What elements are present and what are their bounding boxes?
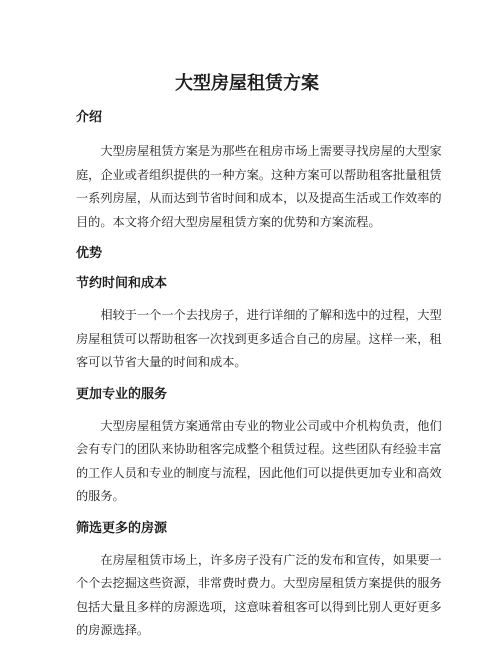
text-line: 客可以节省大量的时间和成本。: [76, 355, 247, 369]
paragraph-more-listings: [76, 549, 442, 643]
section-heading-save-time: 节约时间和成本: [76, 276, 168, 291]
text-line: 大型房屋租赁方案是为那些在租房市场上需要寻找房屋的大型家: [100, 144, 442, 158]
document-title: 大型房屋租赁方案: [175, 73, 319, 94]
text-line: 个个去挖掘这些资源，非常费时费力。大型房屋租赁方案提供的服务: [76, 576, 442, 590]
section-heading-advantages: 优势: [76, 246, 103, 261]
text-line: 庭，企业或者组织提供的一种方案。这种方案可以帮助租客批量租赁: [76, 167, 442, 182]
text-line: 目的。本文将介绍大型房屋租赁方案的优势和方案流程。: [76, 214, 381, 229]
text-line: 在房屋租赁市场上，许多房子没有广泛的发布和宣传，如果要一: [100, 552, 442, 567]
section-heading-intro: 介绍: [76, 110, 103, 125]
text-line: 的服务。: [76, 489, 125, 503]
text-line: 包括大量且多样的房源选项，这意味着租客可以得到比别人更好更多: [76, 599, 442, 614]
document-page: [76, 70, 442, 643]
text-line: 房屋租赁可以帮助租客一次找到更多适合自己的房屋。这样一来，租: [76, 331, 442, 346]
section-heading-professional: 更加专业的服务: [76, 386, 168, 402]
text-line: 会有专门的团队来协助租客完成整个租赁过程。这些团队有经验丰富: [76, 442, 442, 456]
text-line: 的房源选择。: [76, 623, 150, 637]
text-line: 大型房屋租赁方案通常由专业的物业公司或中介机构负责，他们: [100, 418, 442, 433]
paragraph-intro: [76, 140, 442, 234]
text-line: 一系列房屋，从而达到节省时间和成本，以及提高生活或工作效率的: [76, 191, 442, 205]
text-line: 的工作人员和专业的制度与流程，因此他们可以提供更加专业和高效: [76, 465, 442, 480]
text-line: 相较于一个一个去找房子，进行详细的了解和选中的过程，大型: [100, 308, 442, 322]
section-heading-more-listings: 筛选更多的房源: [76, 520, 168, 536]
paragraph-professional: [76, 415, 442, 509]
paragraph-save-time: [76, 304, 442, 375]
